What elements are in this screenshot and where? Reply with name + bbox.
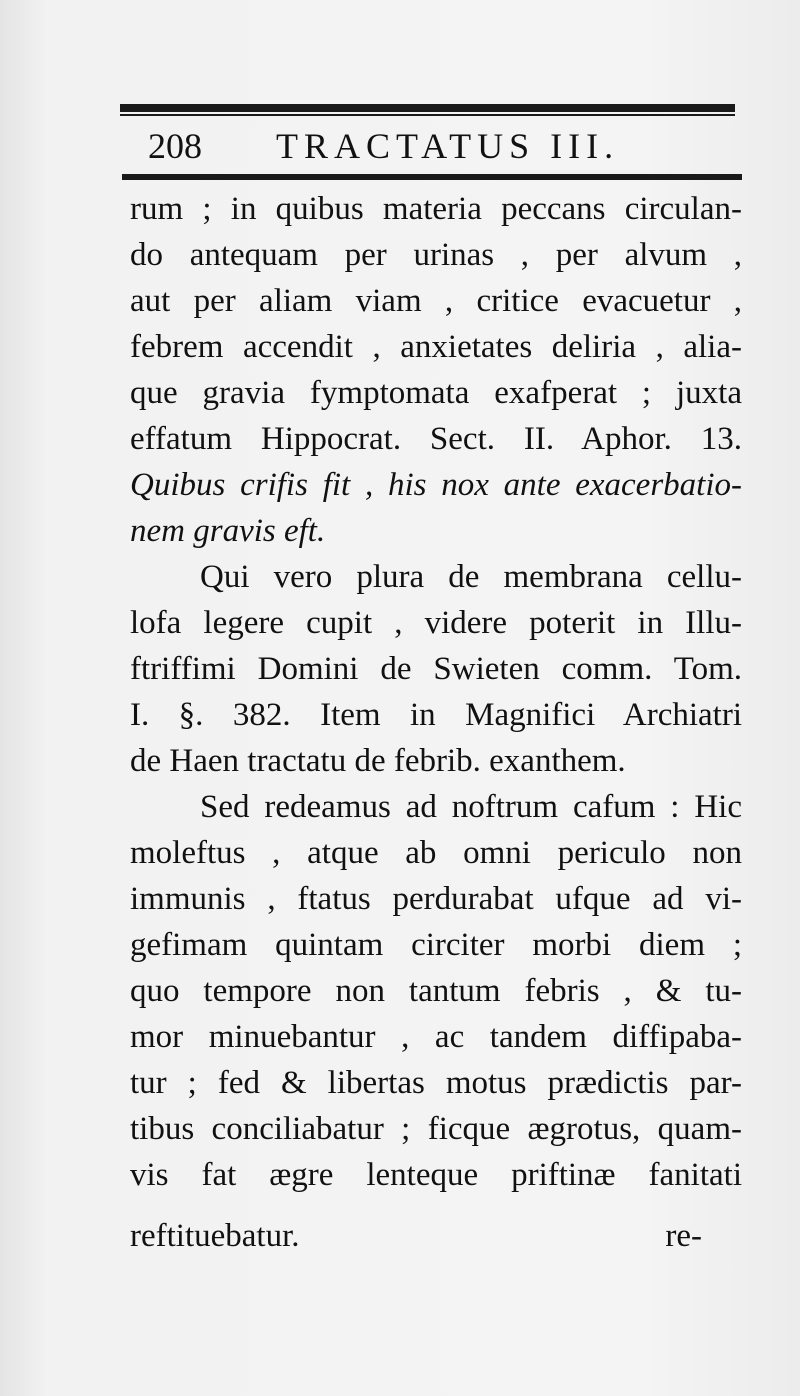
- text-line-paragraph-start: Qui vero plura de membrana cellu-: [200, 559, 742, 595]
- text-line: vis fat ægre lenteque priftinæ fanitati: [130, 1157, 742, 1193]
- text-line: aut per aliam viam , critice evacuetur ,: [130, 283, 742, 319]
- text-line: rum ; in quibus materia peccans circulan-: [130, 191, 742, 227]
- page-number: 208: [148, 126, 202, 166]
- text-line: ftriffimi Domini de Swieten comm. Tom.: [130, 651, 742, 687]
- text-line-italic: nem gravis eft.: [130, 513, 326, 549]
- text-line: febrem accendit , anxietates deliria , alia-: [130, 329, 742, 365]
- text-line: que gravia fymptomata exafperat ; juxta: [130, 375, 742, 411]
- text-line: quo tempore non tantum febris , & tu-: [130, 973, 742, 1009]
- text-line: de Haen tractatu de febrib. exanthem.: [130, 743, 626, 779]
- text-line: effatum Hippocrat. Sect. II. Aphor. 13.: [130, 421, 742, 457]
- text-line: tur ; fed & libertas motus prædictis par-: [130, 1065, 742, 1101]
- text-line: I. §. 382. Item in Magnifici Archiatri: [130, 697, 742, 733]
- running-head: TRACTATUS III.: [276, 126, 620, 166]
- text-line: mor minuebantur , ac tandem diffipaba-: [130, 1019, 742, 1055]
- catchword: re-: [665, 1218, 702, 1254]
- text-line: tibus conciliabatur ; ficque ægrotus, quam-: [130, 1111, 742, 1147]
- text-line: do antequam per urinas , per alvum ,: [130, 237, 742, 273]
- last-text-line: reftituebatur.: [130, 1218, 300, 1254]
- text-line-italic: Quibus crifis fit , his nox ante exacerbatio-: [130, 467, 742, 503]
- header-rule-thick: [120, 104, 735, 112]
- text-line: gefimam quintam circiter morbi diem ;: [130, 927, 742, 963]
- final-line: [130, 1213, 742, 1259]
- body-text: [130, 186, 742, 1198]
- text-line: moleftus , atque ab omni periculo non: [130, 835, 742, 871]
- text-line: immunis , ftatus perdurabat ufque ad vi-: [130, 881, 742, 917]
- text-line: lofa legere cupit , videre poterit in Illu-: [130, 605, 742, 641]
- header-rule-bottom: [122, 174, 742, 180]
- page-header: [148, 122, 748, 170]
- header-rule-thin: [120, 114, 735, 116]
- text-line-paragraph-start: Sed redeamus ad noftrum cafum : Hic: [200, 789, 742, 825]
